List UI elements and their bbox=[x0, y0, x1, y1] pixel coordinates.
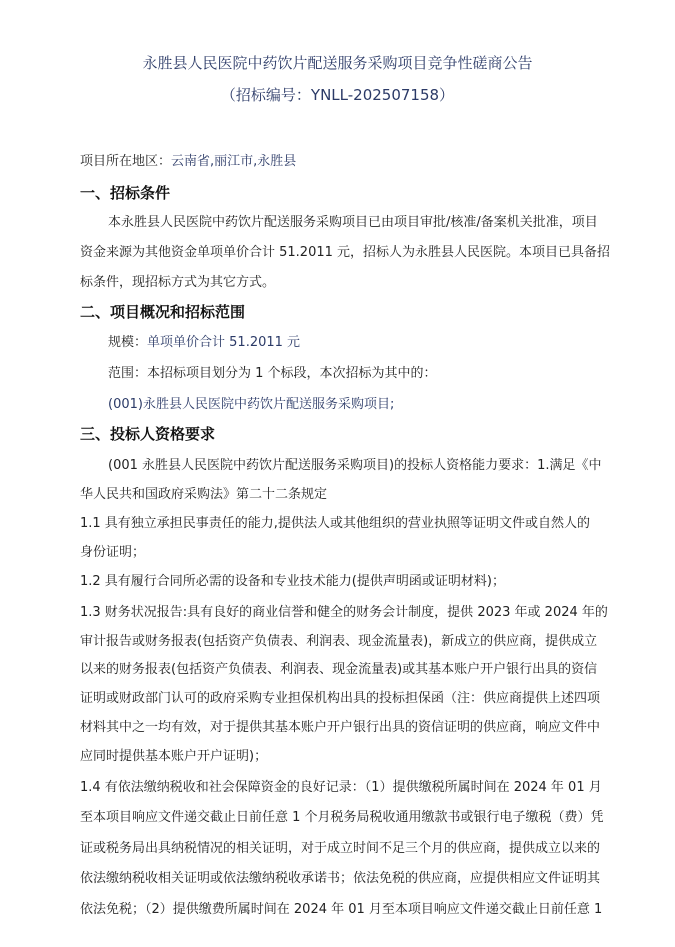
paragraph-line: 标条件，现招标方式为其它方式。 bbox=[80, 275, 276, 290]
paragraph-line: 本永胜县人民医院中药饮片配送服务采购项目已由项目审批/核准/备案机关批准，项目 bbox=[108, 215, 598, 230]
paragraph-line: 资金来源为其他资金单项单价合计 51.2011 元，招标人为永胜县人民医院。本项目已具备招 bbox=[80, 245, 611, 260]
project-region bbox=[80, 152, 616, 172]
paragraph-line: 依法免税；（2）提供缴费所属时间在 2024 年 01 月至本项目响应文件递交截止日前任意 1 bbox=[80, 902, 603, 917]
paragraph-line: 1.3 财务状况报告:具有良好的商业信誉和健全的财务会计制度，提供 2023 年或 2024 年的 bbox=[80, 605, 608, 620]
section-1-heading: 一、招标条件 bbox=[80, 184, 171, 202]
paragraph-line: 依法缴纳税收相关证明或依法缴纳税收承诺书；依法免税的供应商，应提供相应文件证明其 bbox=[80, 871, 601, 886]
scale-value: 单项单价合计 51.2011 元 bbox=[147, 335, 301, 350]
section-3-heading: 三、投标人资格要求 bbox=[80, 425, 216, 443]
lot-line: (001)永胜县人民医院中药饮片配送服务采购项目; bbox=[108, 397, 395, 412]
scale-line bbox=[108, 333, 644, 353]
paragraph-line: 1.2 具有履行合同所必需的设备和专业技术能力(提供声明函或证明材料)； bbox=[80, 574, 505, 589]
paragraph-line: 1.1 具有独立承担民事责任的能力,提供法人或其他组织的营业执照等证明文件或自然人的 bbox=[80, 516, 590, 531]
paragraph-line: 以来的财务报表(包括资产负债表、利润表、现金流量表)或其基本账户开户银行出具的资信 bbox=[80, 662, 598, 677]
tender-code: （招标编号：YNLL-202507158） bbox=[220, 86, 455, 104]
paragraph-line: (001 永胜县人民医院中药饮片配送服务采购项目)的投标人资格能力要求：1.满足《中 bbox=[108, 458, 602, 473]
paragraph-line: 至本项目响应文件递交截止日前任意 1 个月税务局税收通用缴款书或银行电子缴税（费）凭 bbox=[80, 810, 604, 825]
paragraph-line: 身份证明； bbox=[80, 545, 146, 560]
region-value: 云南省,丽江市,永胜县 bbox=[171, 154, 297, 169]
section-2-heading: 二、项目概况和招标范围 bbox=[80, 303, 246, 321]
scope-line: 范围：本招标项目划分为 1 个标段，本次招标为其中的： bbox=[108, 366, 437, 381]
document-title: 永胜县人民医院中药饮片配送服务采购项目竞争性磋商公告 bbox=[142, 54, 533, 72]
scale-label: 规模： bbox=[108, 335, 148, 350]
paragraph-line: 华人民共和国政府采购法》第二十二条规定 bbox=[80, 487, 328, 502]
paragraph-line: 证明或财政部门认可的政府采购专业担保机构出具的投标担保函（注：供应商提供上述四项 bbox=[80, 691, 601, 706]
paragraph-line: 证或税务局出具纳税情况的相关证明，对于成立时间不足三个月的供应商，提供成立以来的 bbox=[80, 841, 601, 856]
paragraph-line: 审计报告或财务报表(包括资产负债表、利润表、现金流量表)，新成立的供应商，提供成立 bbox=[80, 634, 598, 649]
paragraph-line: 1.4 有依法缴纳税收和社会保障资金的良好记录：（1）提供缴税所属时间在 2024 年 01 月 bbox=[80, 780, 602, 795]
paragraph-line: 材料其中之一均有效，对于提供其基本账户开户银行出具的资信证明的供应商，响应文件中 bbox=[80, 720, 601, 735]
paragraph-line: 应同时提供基本账户开户证明)； bbox=[80, 749, 268, 764]
region-label: 项目所在地区： bbox=[80, 154, 172, 169]
